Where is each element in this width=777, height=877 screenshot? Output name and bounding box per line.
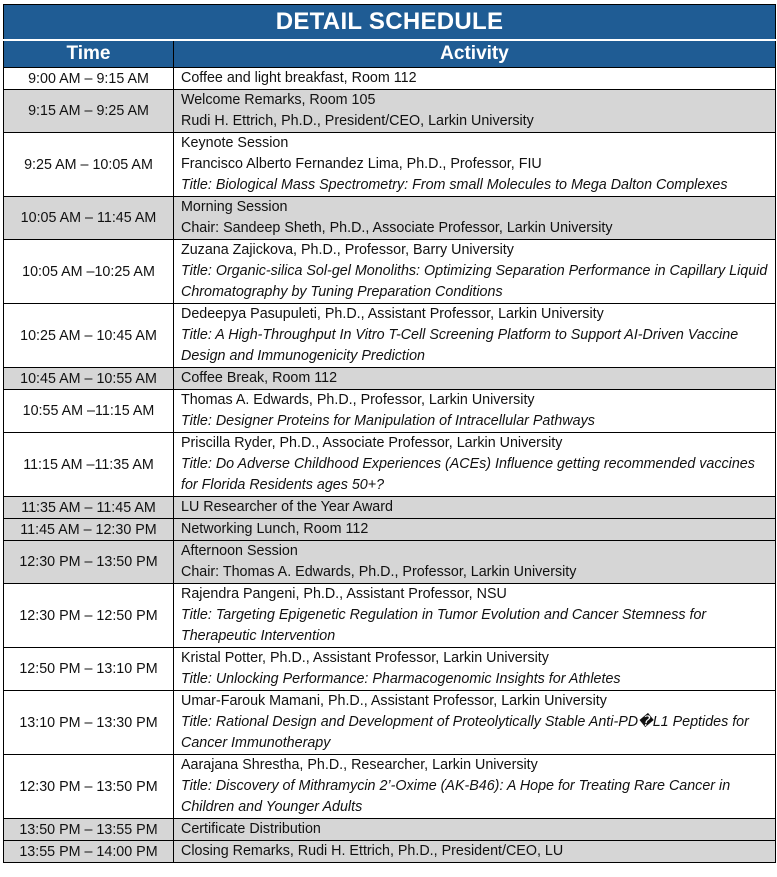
talk-title: Title: Targeting Epigenetic Regulation in Tumor Evolution and Cancer Stemness for Therapeutic Intervention bbox=[181, 607, 707, 644]
talk-title: Title: Rational Design and Development of Proteolytically Stable Anti-PD�L1 Peptides for Cancer Immunotherapy bbox=[181, 714, 749, 751]
activity-line: Chair: Thomas A. Edwards, Ph.D., Professor, Larkin University bbox=[181, 564, 577, 580]
activity-cell bbox=[174, 691, 776, 755]
activity-line: Certificate Distribution bbox=[181, 821, 321, 837]
schedule-rows bbox=[4, 68, 776, 863]
activity-line: Francisco Alberto Fernandez Lima, Ph.D., Professor, FIU bbox=[181, 156, 542, 172]
time-cell: 13:10 PM – 13:30 PM bbox=[4, 691, 174, 755]
activity-cell bbox=[174, 497, 776, 519]
activity-line: Welcome Remarks, Room 105 bbox=[181, 92, 376, 108]
time-cell: 9:00 AM – 9:15 AM bbox=[4, 68, 174, 90]
activity-line: Aarajana Shrestha, Ph.D., Researcher, Larkin University bbox=[181, 757, 538, 773]
activity-line: Umar-Farouk Mamani, Ph.D., Assistant Professor, Larkin University bbox=[181, 693, 607, 709]
activity-line: Dedeepya Pasupuleti, Ph.D., Assistant Professor, Larkin University bbox=[181, 306, 604, 322]
talk-title: Title: Organic-silica Sol-gel Monoliths: Optimizing Separation Performance in Capillary Liquid Chromatography by Tuning Preparation Conditions bbox=[181, 263, 768, 300]
activity-line: Priscilla Ryder, Ph.D., Associate Professor, Larkin University bbox=[181, 435, 563, 451]
activity-line: Thomas A. Edwards, Ph.D., Professor, Larkin University bbox=[181, 392, 535, 408]
schedule-row bbox=[4, 519, 776, 541]
schedule-row bbox=[4, 648, 776, 691]
activity-cell bbox=[174, 90, 776, 133]
activity-line: Rajendra Pangeni, Ph.D., Assistant Professor, NSU bbox=[181, 586, 507, 602]
activity-line: Kristal Potter, Ph.D., Assistant Professor, Larkin University bbox=[181, 650, 549, 666]
activity-cell bbox=[174, 197, 776, 240]
time-cell: 10:05 AM –10:25 AM bbox=[4, 240, 174, 304]
time-column-header: Time bbox=[4, 40, 174, 68]
activity-cell bbox=[174, 433, 776, 497]
talk-title: Title: A High-Throughput In Vitro T-Cell Screening Platform to Support AI-Driven Vaccine Design and Immunogenicity Prediction bbox=[181, 327, 739, 364]
time-cell: 13:50 PM – 13:55 PM bbox=[4, 819, 174, 841]
schedule-row bbox=[4, 390, 776, 433]
schedule-row bbox=[4, 304, 776, 368]
activity-cell bbox=[174, 648, 776, 691]
activity-line: Chair: Sandeep Sheth, Ph.D., Associate Professor, Larkin University bbox=[181, 220, 613, 236]
activity-cell bbox=[174, 68, 776, 90]
activity-cell bbox=[174, 133, 776, 197]
activity-cell bbox=[174, 304, 776, 368]
time-cell: 12:30 PM – 13:50 PM bbox=[4, 541, 174, 584]
activity-line: Keynote Session bbox=[181, 135, 289, 151]
time-cell: 13:55 PM – 14:00 PM bbox=[4, 841, 174, 863]
talk-title: Title: Biological Mass Spectrometry: From small Molecules to Mega Dalton Complexes bbox=[181, 177, 728, 193]
activity-line: LU Researcher of the Year Award bbox=[181, 499, 393, 515]
activity-cell bbox=[174, 390, 776, 433]
activity-line: Coffee Break, Room 112 bbox=[181, 370, 338, 386]
activity-cell bbox=[174, 368, 776, 390]
time-cell: 9:25 AM – 10:05 AM bbox=[4, 133, 174, 197]
time-cell: 10:05 AM – 11:45 AM bbox=[4, 197, 174, 240]
time-cell: 12:30 PM – 13:50 PM bbox=[4, 755, 174, 819]
schedule-row bbox=[4, 497, 776, 519]
time-cell: 12:30 PM – 12:50 PM bbox=[4, 584, 174, 648]
schedule-row bbox=[4, 584, 776, 648]
activity-line: Rudi H. Ettrich, Ph.D., President/CEO, Larkin University bbox=[181, 113, 534, 129]
time-cell: 11:35 AM – 11:45 AM bbox=[4, 497, 174, 519]
schedule-row bbox=[4, 133, 776, 197]
time-cell: 11:45 AM – 12:30 PM bbox=[4, 519, 174, 541]
time-cell: 11:15 AM –11:35 AM bbox=[4, 433, 174, 497]
activity-cell bbox=[174, 584, 776, 648]
talk-title: Title: Discovery of Mithramycin 2’-Oxime (AK-B46): A Hope for Treating Rare Cancer in Children and Younger Adults bbox=[181, 778, 731, 815]
schedule-row bbox=[4, 755, 776, 819]
schedule-row bbox=[4, 841, 776, 863]
schedule-title: DETAIL SCHEDULE bbox=[4, 5, 776, 40]
time-cell: 9:15 AM – 9:25 AM bbox=[4, 90, 174, 133]
schedule-row bbox=[4, 240, 776, 304]
activity-cell bbox=[174, 240, 776, 304]
time-cell: 10:45 AM – 10:55 AM bbox=[4, 368, 174, 390]
talk-title: Title: Unlocking Performance: Pharmacogenomic Insights for Athletes bbox=[181, 671, 621, 687]
activity-cell bbox=[174, 819, 776, 841]
schedule-row bbox=[4, 197, 776, 240]
activity-line: Zuzana Zajickova, Ph.D., Professor, Barry University bbox=[181, 242, 514, 258]
time-cell: 12:50 PM – 13:10 PM bbox=[4, 648, 174, 691]
activity-line: Coffee and light breakfast, Room 112 bbox=[181, 70, 417, 86]
schedule-row bbox=[4, 90, 776, 133]
schedule-row bbox=[4, 819, 776, 841]
talk-title: Title: Designer Proteins for Manipulation of Intracellular Pathways bbox=[181, 413, 595, 429]
activity-line: Morning Session bbox=[181, 199, 288, 215]
activity-cell bbox=[174, 541, 776, 584]
schedule-row bbox=[4, 368, 776, 390]
schedule-row bbox=[4, 541, 776, 584]
schedule-table bbox=[3, 4, 776, 863]
activity-cell bbox=[174, 755, 776, 819]
schedule-row bbox=[4, 691, 776, 755]
activity-line: Afternoon Session bbox=[181, 543, 298, 559]
time-cell: 10:25 AM – 10:45 AM bbox=[4, 304, 174, 368]
activity-line: Networking Lunch, Room 112 bbox=[181, 521, 369, 537]
time-cell: 10:55 AM –11:15 AM bbox=[4, 390, 174, 433]
activity-column-header: Activity bbox=[174, 40, 776, 68]
activity-cell bbox=[174, 519, 776, 541]
activity-cell bbox=[174, 841, 776, 863]
schedule-row bbox=[4, 433, 776, 497]
activity-line: Closing Remarks, Rudi H. Ettrich, Ph.D., President/CEO, LU bbox=[181, 843, 564, 859]
schedule-row bbox=[4, 68, 776, 90]
talk-title: Title: Do Adverse Childhood Experiences (ACEs) Influence getting recommended vaccines for Florida Residents ages 50+? bbox=[181, 456, 755, 493]
